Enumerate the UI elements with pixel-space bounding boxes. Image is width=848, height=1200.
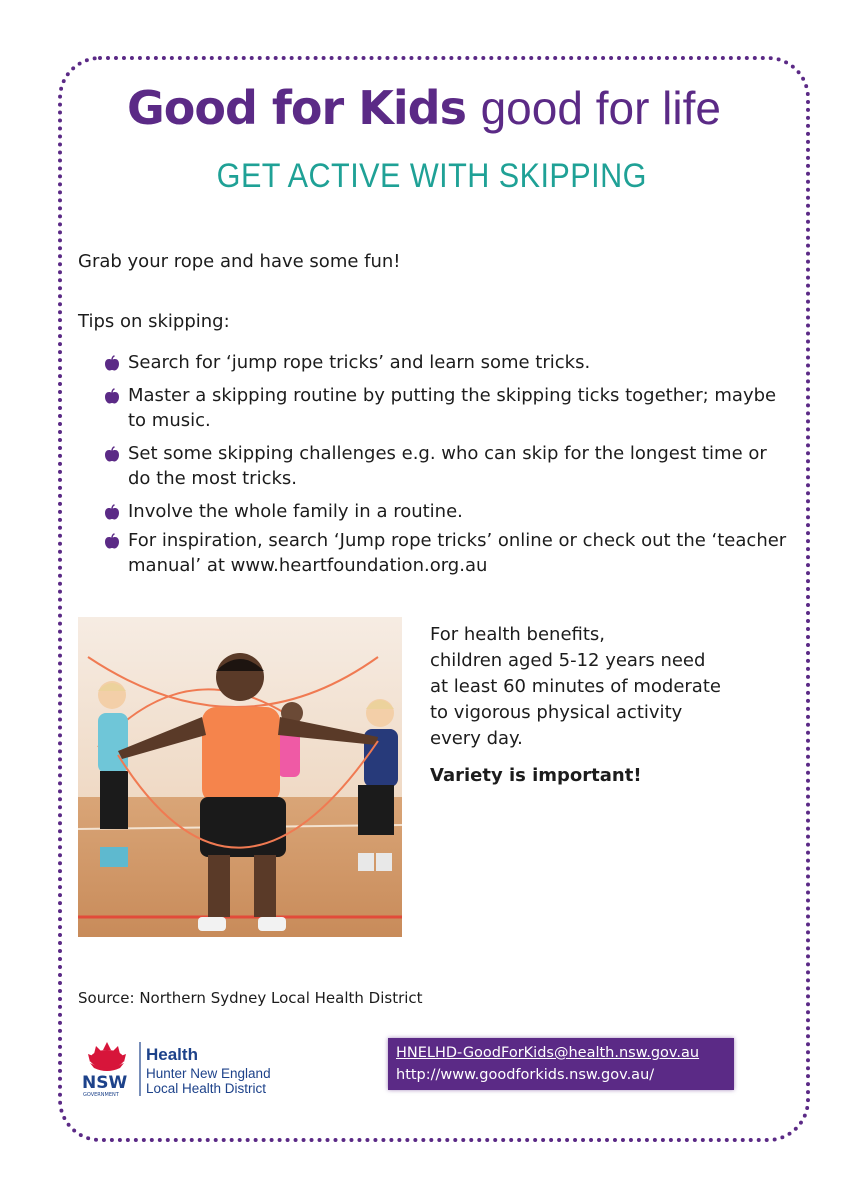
page-title [0,80,848,136]
apple-bullet-icon [104,533,120,549]
health-wordmark: Health [146,1045,198,1064]
contact-box [388,1038,734,1090]
nsw-government-label: GOVERNMENT [83,1092,119,1098]
tip-text: For inspiration, search ‘Jump rope tricks’ online or check out the ‘teacher manual’ at www.heartfoundation.org.au [128,530,787,576]
health-info-line: children aged 5-12 years need [430,650,706,671]
tip-item [104,528,794,578]
district-line-2: Local Health District [146,1081,267,1096]
health-info-line: at least 60 minutes of moderate [430,676,721,697]
tip-text: Involve the whole family in a routine. [128,501,463,522]
nsw-waratah-logo [80,1038,300,1100]
page-subtitle: GET ACTIVE WITH SKIPPING [216,157,647,195]
variety-emphasis: Variety is important! [430,765,642,786]
apple-bullet-icon [104,355,120,371]
children-skipping-photo [78,617,402,937]
title-good-for-life: good for life [480,82,721,134]
source-credit: Source: Northern Sydney Local Health District [78,989,423,1007]
tip-text: Search for ‘jump rope tricks’ and learn some tricks. [128,352,591,373]
tip-item [104,350,794,375]
photo-illustration [78,617,402,937]
contact-email-link[interactable]: HNELHD-GoodForKids@health.nsw.gov.au [396,1045,700,1061]
tip-text: Set some skipping challenges e.g. who can skip for the longest time or do the most tricks. [128,443,767,489]
apple-bullet-icon [104,446,120,462]
district-line-1: Hunter New England [146,1066,271,1081]
tips-heading: Tips on skipping: [78,311,230,332]
health-info-line: to vigorous physical activity [430,702,683,723]
health-info-line: every day. [430,728,523,749]
tip-text: Master a skipping routine by putting the skipping ticks together; maybe to music. [128,385,777,431]
dotted-border-frame [58,56,810,1142]
apple-bullet-icon [104,504,120,520]
tip-item [104,441,794,491]
tip-item [104,499,794,524]
health-info [430,622,790,752]
tips-list [104,350,794,586]
contact-website-url[interactable]: http://www.goodforkids.nsw.gov.au/ [396,1067,655,1083]
apple-bullet-icon [104,388,120,404]
intro-text: Grab your rope and have some fun! [78,251,401,272]
tip-item [104,383,794,433]
nsw-health-logo [80,1038,300,1100]
nsw-wordmark: NSW [82,1073,128,1093]
health-info-line: For health benefits, [430,624,606,645]
title-good-for-kids: Good for Kids [127,81,466,135]
